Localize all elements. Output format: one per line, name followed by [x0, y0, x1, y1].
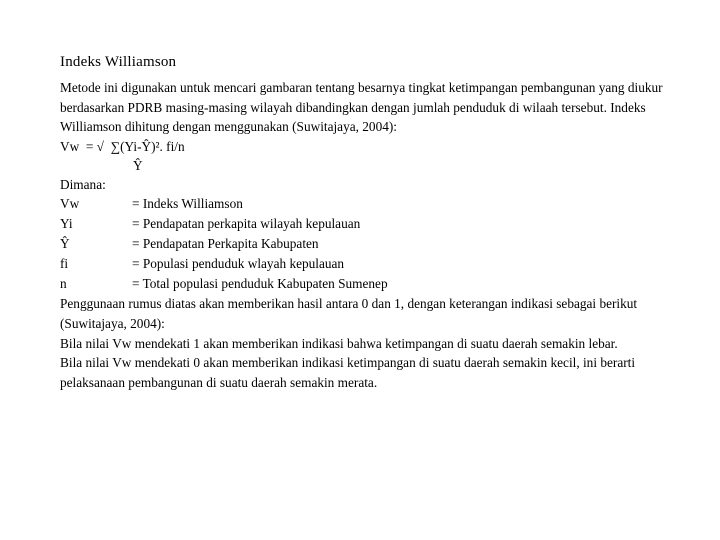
definition-term: n — [60, 276, 67, 292]
definition-desc: = Indeks Williamson — [132, 196, 243, 212]
definition-term: Ŷ — [60, 236, 70, 252]
definition-desc: = Pendapatan Perkapita Kabupaten — [132, 236, 319, 252]
indication-point-2: Bila nilai Vw mendekati 0 akan memberikan indikasi ketimpangan di suatu daerah semakin kecil, ini berarti pelaksanaan pembangunan di suatu daerah semakin merata. — [60, 355, 636, 390]
definition-row — [60, 214, 665, 234]
definition-term: Yi — [60, 216, 73, 232]
definition-term: Vw — [60, 196, 80, 212]
definition-desc: = Populasi penduduk wlayah kepulauan — [132, 256, 345, 272]
formula-numerator: Vw = √ ∑(Yi-Ŷ)². fi/n — [60, 138, 185, 154]
definition-row — [60, 274, 665, 294]
definition-row — [60, 254, 665, 274]
slide-title: Indeks Williamson — [60, 54, 177, 70]
formula-denominator: Ŷ — [133, 157, 143, 173]
definition-row — [60, 234, 665, 254]
definition-desc: = Pendapatan perkapita wilayah kepulauan — [132, 216, 361, 232]
definition-row — [60, 194, 665, 214]
definition-desc: = Total populasi penduduk Kabupaten Sumenep — [132, 276, 388, 292]
definition-term: fi — [60, 256, 69, 272]
definitions-list — [60, 194, 665, 294]
usage-paragraph: Penggunaan rumus diatas akan memberikan hasil antara 0 dan 1, dengan keterangan indikasi sebagai berikut (Suwitajaya, 2004): — [60, 296, 638, 331]
indication-point-1: Bila nilai Vw mendekati 1 akan memberikan indikasi bahwa ketimpangan di suatu daerah semakin lebar. — [60, 335, 618, 351]
dimana-label: Dimana: — [60, 176, 106, 192]
slide-content — [60, 52, 665, 392]
intro-paragraph: Metode ini digunakan untuk mencari gambaran tentang besarnya tingkat ketimpangan pembangunan yang diukur berdasarkan PDRB masing-masing wilayah dibandingkan dengan jumlah penduduk di wilaah tersebut. Indeks Williamson dihitung dengan menggunakan (Suwitajaya, 2004): — [60, 80, 663, 135]
